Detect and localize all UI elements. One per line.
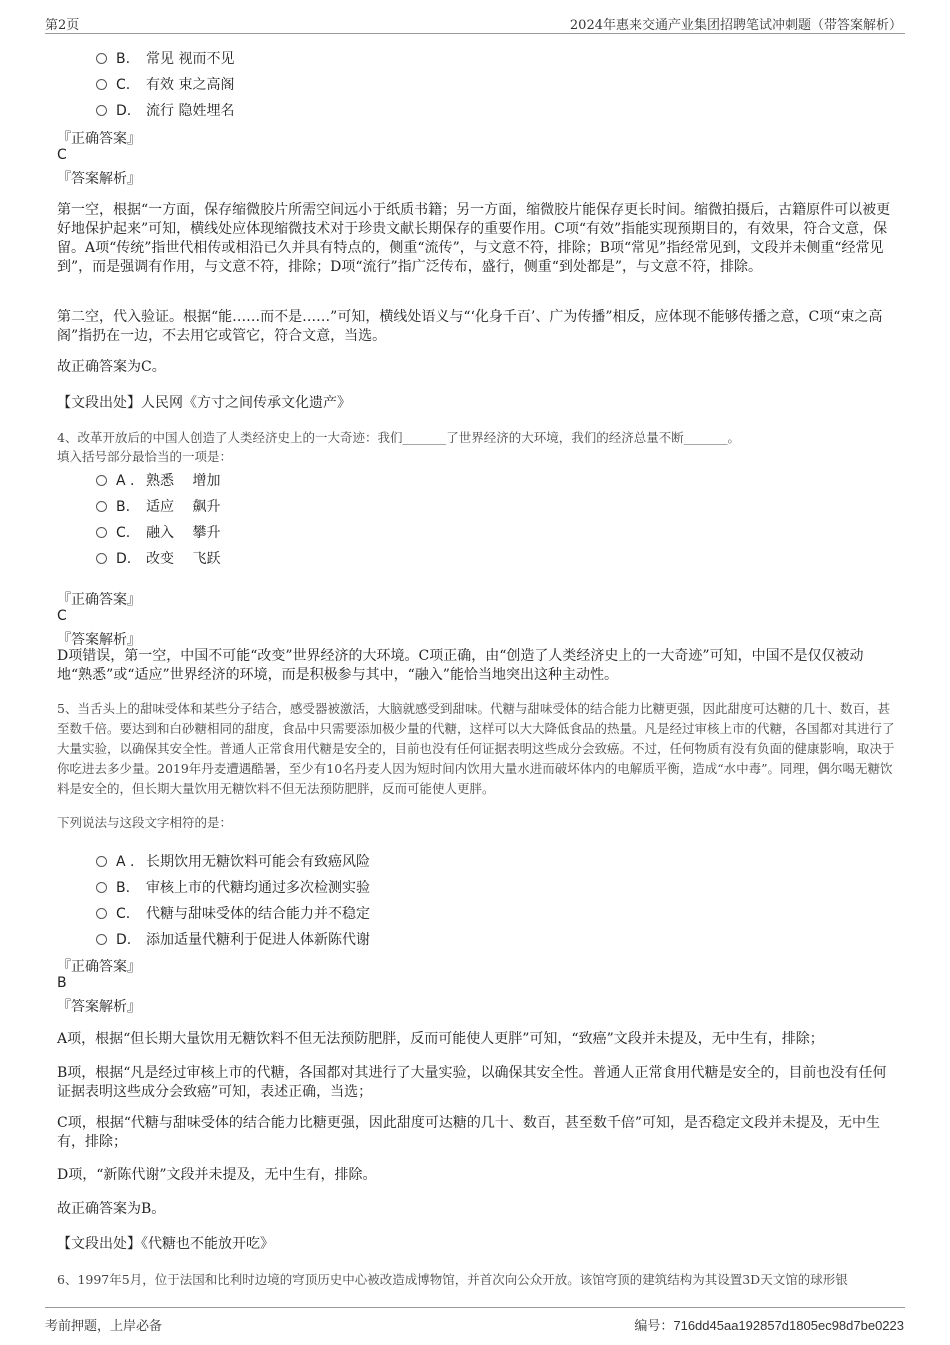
footer-divider: [45, 1307, 905, 1308]
q3-analysis-p3: 故正确答案为C。: [57, 359, 166, 375]
q5-correct-label: 『正确答案』: [57, 959, 141, 975]
q4-option-c[interactable]: C. 融入 攀升: [96, 522, 220, 542]
radio-icon[interactable]: [96, 53, 107, 64]
q3-option-d[interactable]: D. 流行 隐姓埋名: [96, 100, 234, 120]
q5-analysis-d: D项，“新陈代谢”文段并未提及，无中生有，排除。: [57, 1167, 377, 1183]
radio-icon[interactable]: [96, 882, 107, 893]
radio-icon[interactable]: [96, 79, 107, 90]
q3-analysis-p1: 第一空，根据“一方面，保存缩微胶片所需空间远小于纸质书籍；另一方面，缩微胶片能保存更长时间。缩微拍摄后，古籍原件可以被更好地保护起来”可知，横线处应体现缩微技术对于珍贵文献长期保存的重要作用。C项“有效”指能实现预期目的，有效果，符合文意，保留。A项“传统”指世代相传或相沿已久并具有特点的，侧重“流传”，与文意不符，排除；B项“常见”指经常见到，文段并未侧重“经常见到”，而是强调有作用，与文意不符，排除；D项“流行”指广泛传布，盛行，侧重“到处都是”，与文意不符，排除。: [57, 202, 891, 275]
q4-option-a[interactable]: A . 熟悉 增加: [96, 470, 220, 490]
q4-stem: 4、改革开放后的中国人创造了人类经济史上的一大奇迹：我们_______了世界经济的大环境，我们的经济总量不断_______。: [57, 430, 740, 445]
radio-icon[interactable]: [96, 856, 107, 867]
q6-stem: 6、1997年5月，位于法国和比利时边境的穹顶历史中心被改造成博物馆，并首次向公众开放。该馆穹顶的建筑结构为其设置3D天文馆的球形银: [57, 1272, 848, 1287]
footer-code: [634, 1315, 904, 1334]
radio-icon[interactable]: [96, 553, 107, 564]
header-divider: [45, 33, 905, 34]
q5-analysis-conclusion: 故正确答案为B。: [57, 1201, 166, 1217]
q4-prompt: 填入括号部分最恰当的一项是：: [57, 449, 233, 464]
radio-icon[interactable]: [96, 105, 107, 116]
q5-stem: 5、当舌头上的甜味受体和某些分子结合，感受器被激活，大脑就感受到甜味。代糖与甜味受体的结合能力比糖更强，因此甜度可达糖的几十、数百，甚至数千倍。要达到和白砂糖相同的甜度，食品中只需要添加极少量的代糖，这样可以大大降低食品的热量。凡是经过审核上市的代糖，各国都对其进行了大量实验，以确保其安全性。普通人正常食用代糖是安全的，目前也没有任何证据表明这些成分会致癌。不过，任何物质有没有负面的健康影响，取决于你吃进去多少量。2019年丹麦遭遇酷暑，至少有10名丹麦人因为短时间内饮用大量水进而破坏体内的电解质平衡，造成“水中毒”。同理，偶尔喝无糖饮料是安全的，但长期大量饮用无糖饮料不但无法预防肥胖，反而可能使人更胖。: [57, 701, 895, 796]
q4-analysis-label: 『答案解析』: [57, 632, 141, 648]
q5-analysis-a: A项，根据“但长期大量饮用无糖饮料不但无法预防肥胖，反而可能使人更胖”可知，“致癌”文段并未提及，无中生有，排除；: [57, 1031, 824, 1047]
footer-code-label: 编号：: [634, 1319, 674, 1334]
q5-prompt: 下列说法与这段文字相符的是：: [57, 815, 233, 830]
q3-answer: C: [57, 147, 67, 163]
radio-icon[interactable]: [96, 908, 107, 919]
q5-option-b[interactable]: B. 审核上市的代糖均通过多次检测实验: [96, 877, 370, 897]
q5-answer: B: [57, 975, 67, 991]
document-title: 2024年惠来交通产业集团招聘笔试冲刺题（带答案解析）: [569, 18, 902, 33]
q5-option-c[interactable]: C. 代糖与甜味受体的结合能力并不稳定: [96, 903, 370, 923]
q3-analysis-p2: 第二空，代入验证。根据“能……而不是……”可知，横线处语义与“‘化身千百’、广为传播”相反，应体现不能够传播之意，C项“束之高阁”指扔在一边，不去用它或管它，符合文意，当选。: [57, 309, 883, 344]
q3-source: 【文段出处】人民网《方寸之间传承文化遗产》: [57, 395, 351, 411]
radio-icon[interactable]: [96, 475, 107, 486]
radio-icon[interactable]: [96, 501, 107, 512]
q3-option-c[interactable]: C. 有效 束之高阁: [96, 74, 234, 94]
q3-analysis-label: 『答案解析』: [57, 171, 141, 187]
page-number: 第2页: [45, 18, 80, 33]
q5-analysis-b: B项，根据“凡是经过审核上市的代糖，各国都对其进行了大量实验，以确保其安全性。普通人正常食用代糖是安全的，目前也没有任何证据表明这些成分会致癌”可知，表述正确，当选；: [57, 1065, 887, 1100]
q3-option-b[interactable]: B. 常见 视而不见: [96, 48, 234, 68]
radio-icon[interactable]: [96, 934, 107, 945]
q3-correct-label: 『正确答案』: [57, 131, 141, 147]
q4-answer: C: [57, 608, 67, 624]
q5-source: 【文段出处】《代糖也不能放开吃》: [57, 1236, 274, 1252]
footer-slogan: 考前押题，上岸必备: [45, 1319, 163, 1334]
q5-analysis-label: 『答案解析』: [57, 999, 141, 1015]
q4-option-b[interactable]: B. 适应 飙升: [96, 496, 220, 516]
q4-analysis: D项错误，第一空，中国不可能“改变”世界经济的大环境。C项正确，由“创造了人类经济史上的一大奇迹”可知，中国不是仅仅被动地“熟悉”或“适应”世界经济的环境，而是积极参与其中，“融入”能恰当地突出这种主动性。: [57, 648, 864, 683]
q5-option-a[interactable]: A . 长期饮用无糖饮料可能会有致癌风险: [96, 851, 370, 871]
q5-analysis-c: C项，根据“代糖与甜味受体的结合能力比糖更强，因此甜度可达糖的几十、数百，甚至数千倍”可知，是否稳定文段并未提及，无中生有，排除；: [57, 1115, 881, 1150]
q4-correct-label: 『正确答案』: [57, 592, 141, 608]
footer-code-value: 716dd45aa192857d1805ec98d7be0223: [673, 1318, 904, 1333]
radio-icon[interactable]: [96, 527, 107, 538]
q4-option-d[interactable]: D. 改变 飞跃: [96, 548, 220, 568]
q5-option-d[interactable]: D. 添加适量代糖利于促进人体新陈代谢: [96, 929, 370, 949]
